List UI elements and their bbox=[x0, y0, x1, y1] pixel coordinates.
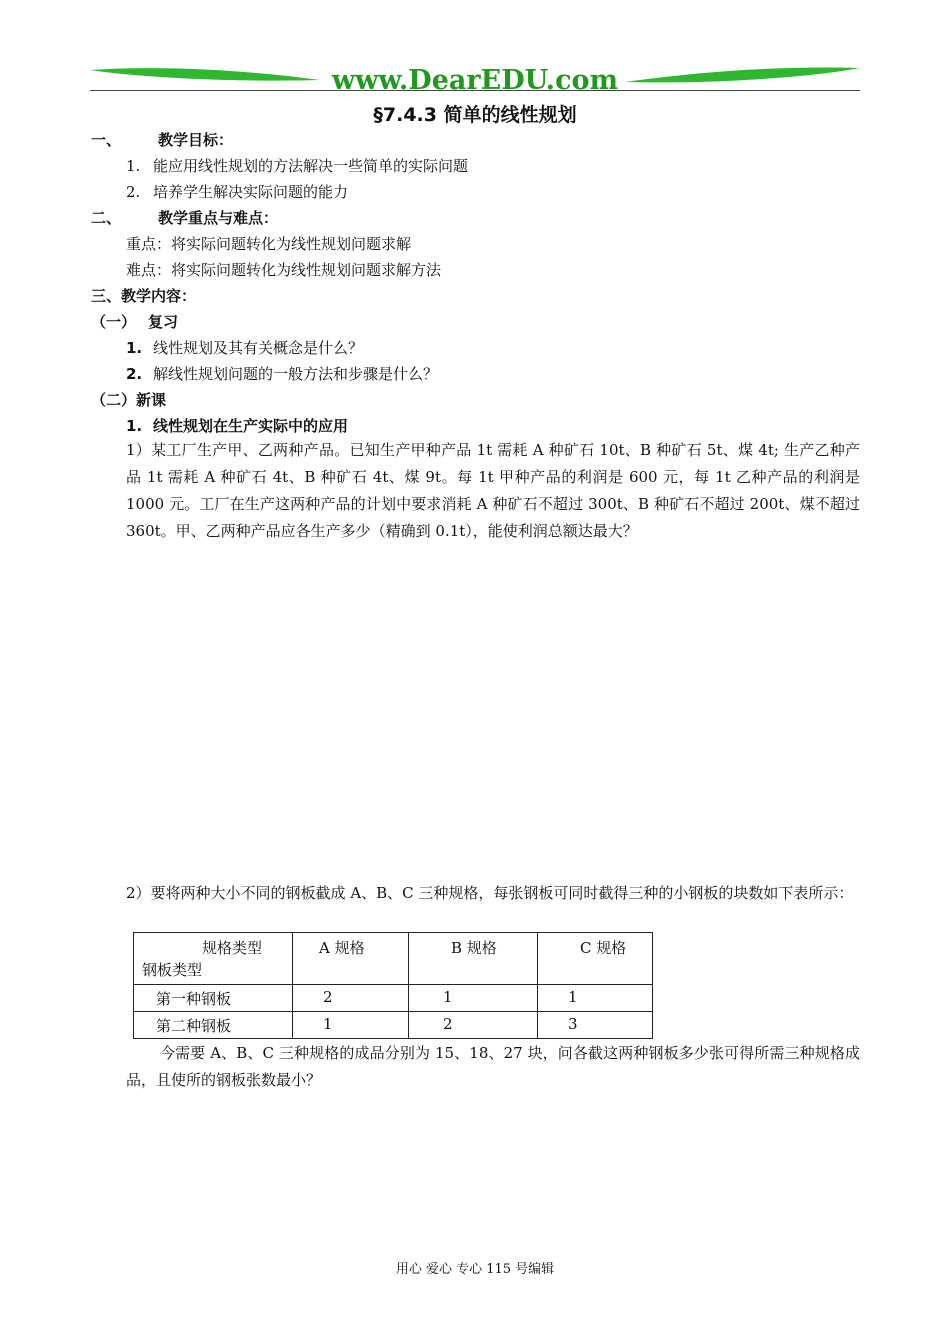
section-1-heading: 教学目标： bbox=[158, 131, 234, 149]
objective-2-number: 2. bbox=[126, 183, 141, 201]
topic-1-text: 线性规划在生产实际中的应用 bbox=[153, 417, 349, 435]
table-corner-cell bbox=[134, 933, 293, 985]
left-leaf-swoosh bbox=[90, 68, 320, 80]
corner-bottom-label: 钢板类型 bbox=[142, 961, 203, 979]
page-footer: 用心 爱心 专心 115 号编辑 bbox=[395, 1262, 555, 1277]
review-2-text: 解线性规划问题的一般方法和步骤是什么？ bbox=[153, 365, 439, 383]
objective-1-text: 能应用线性规划的方法解决一些简单的实际问题 bbox=[153, 157, 469, 175]
topic-1-number: 1. bbox=[126, 417, 143, 435]
table-cell: 1 bbox=[538, 985, 653, 1012]
table-cell: 2 bbox=[409, 1012, 538, 1039]
steel-spec-table bbox=[133, 932, 653, 1039]
table-cell: 1 bbox=[293, 1012, 409, 1039]
subsection-1-heading: 复习 bbox=[148, 313, 179, 331]
row-label: 第二种钢板 bbox=[134, 1012, 293, 1039]
difficulty-line: 难点：将实际问题转化为线性规划问题求解方法 bbox=[126, 261, 442, 279]
right-leaf-swoosh bbox=[625, 68, 860, 83]
objective-2-text: 培养学生解决实际问题的能力 bbox=[153, 183, 349, 201]
table-cell: 3 bbox=[538, 1012, 653, 1039]
header-rule bbox=[90, 90, 860, 91]
section-1-number: 一、 bbox=[91, 131, 122, 149]
problem-1-text: 1）某工厂生产甲、乙两种产品。已知生产甲种产品 1t 需耗 A 种矿石 10t、B 种矿石 5t、煤 4t; 生产乙种产品 1t 需耗 A 种矿石 4t、B 种矿石 4t、煤 9t。每 1t 甲种产品的利润是 600 元，每 1t 乙种产品的利润是 1000 元。工厂在生产这两种产品的计划中要求消耗 A 种矿石不超过 300t、B 种矿石不超过 200t、煤不超过 360t。甲、乙两种产品应各生产多少（精确到 0.1t），能使利润总额达最大？ bbox=[126, 441, 860, 540]
section-2-heading: 教学重点与难点： bbox=[158, 209, 279, 227]
subsection-2-heading: （二）新课 bbox=[91, 391, 167, 409]
table-row bbox=[134, 985, 653, 1012]
problem-2-question: 今需要 A、B、C 三种规格的成品分别为 15、18、27 块，问各截这两种钢板多少张可得所需三种规格成品，且使所的钢板张数最小？ bbox=[126, 1044, 860, 1089]
logo-text: www.DearEDU.com bbox=[331, 65, 619, 96]
table-cell: 1 bbox=[409, 985, 538, 1012]
review-2-number: 2. bbox=[126, 365, 143, 383]
review-1-number: 1. bbox=[126, 339, 143, 357]
page-title: §7.4.3 简单的线性规划 bbox=[373, 104, 577, 126]
column-header: A 规格 bbox=[293, 933, 409, 985]
row-label: 第一种钢板 bbox=[134, 985, 293, 1012]
column-header: B 规格 bbox=[409, 933, 538, 985]
objective-1-number: 1. bbox=[126, 157, 141, 175]
column-header: C 规格 bbox=[538, 933, 653, 985]
table-cell: 2 bbox=[293, 985, 409, 1012]
section-3-heading: 三、教学内容： bbox=[91, 287, 197, 305]
table-header-row bbox=[134, 933, 653, 985]
problem-2-intro: 2）要将两种大小不同的钢板截成 A、B、C 三种规格，每张钢板可同时截得三种的小钢板的块数如下表所示： bbox=[126, 884, 854, 902]
review-1-text: 线性规划及其有关概念是什么？ bbox=[153, 339, 364, 357]
key-point-line: 重点：将实际问题转化为线性规划问题求解 bbox=[126, 235, 412, 253]
table-row bbox=[134, 1012, 653, 1039]
subsection-1-number: （一） bbox=[91, 313, 137, 331]
corner-top-label: 规格类型 bbox=[202, 939, 263, 957]
section-2-number: 二、 bbox=[91, 209, 122, 227]
